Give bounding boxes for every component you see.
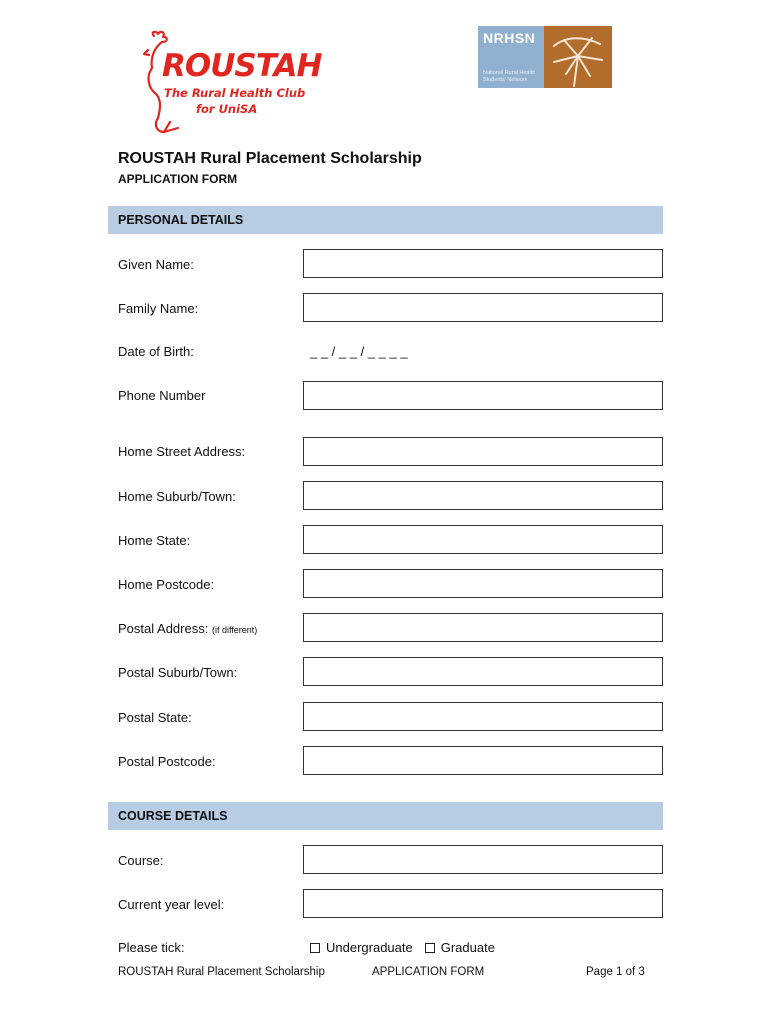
- home-postcode-field[interactable]: [303, 569, 663, 598]
- course-field[interactable]: [303, 845, 663, 874]
- roustah-wordmark: ROUSTAH: [162, 48, 322, 84]
- year-level-label: Current year level:: [118, 897, 225, 912]
- phone-field[interactable]: [303, 381, 663, 410]
- postal-state-field[interactable]: [303, 702, 663, 731]
- home-street-field[interactable]: [303, 437, 663, 466]
- phone-label: Phone Number: [118, 388, 206, 403]
- dob-label: Date of Birth:: [118, 344, 194, 359]
- document-subtitle: APPLICATION FORM: [118, 172, 238, 186]
- graduate-label: Graduate: [440, 940, 495, 955]
- postal-address-note: (if different): [211, 625, 258, 635]
- footer-left: ROUSTAH Rural Placement Scholarship: [118, 966, 325, 978]
- postal-postcode-label: Postal Postcode:: [118, 754, 216, 769]
- nrhsn-logo: [478, 26, 612, 88]
- postal-address-label: Postal Address: (if different): [118, 621, 258, 636]
- roustah-tagline: The Rural Health Club: [164, 86, 306, 100]
- postal-suburb-field[interactable]: [303, 657, 663, 686]
- given-name-label: Given Name:: [118, 257, 194, 272]
- home-suburb-field[interactable]: [303, 481, 663, 510]
- home-postcode-label: Home Postcode:: [118, 577, 215, 592]
- home-street-label: Home Street Address:: [118, 444, 246, 459]
- please-tick-label: Please tick:: [118, 940, 185, 955]
- home-state-field[interactable]: [303, 525, 663, 554]
- course-label: Course:: [118, 853, 164, 868]
- undergraduate-checkbox[interactable]: [310, 943, 320, 953]
- family-name-field[interactable]: [303, 293, 663, 322]
- degree-type-options: [310, 940, 495, 955]
- undergraduate-label: Undergraduate: [326, 940, 413, 955]
- postal-state-label: Postal State:: [118, 710, 192, 725]
- section-title: COURSE DETAILS: [118, 809, 228, 823]
- footer-page-number: Page 1 of 3: [586, 966, 645, 978]
- rooster-icon: [140, 28, 310, 140]
- section-title: PERSONAL DETAILS: [118, 213, 244, 227]
- footer-center: APPLICATION FORM: [372, 966, 485, 978]
- section-course-details: [108, 802, 663, 830]
- roustah-logo: [140, 28, 322, 140]
- roustah-tagline-2: for UniSA: [196, 102, 258, 116]
- family-name-label: Family Name:: [118, 301, 199, 316]
- year-level-field[interactable]: [303, 889, 663, 918]
- document-title: ROUSTAH Rural Placement Scholarship: [118, 150, 422, 167]
- home-state-label: Home State:: [118, 533, 191, 548]
- home-suburb-label: Home Suburb/Town:: [118, 489, 236, 504]
- windmill-icon: [544, 26, 612, 88]
- dob-field[interactable]: _ _ / _ _ / _ _ _ _: [310, 344, 408, 359]
- graduate-checkbox[interactable]: [425, 943, 435, 953]
- postal-address-field[interactable]: [303, 613, 663, 642]
- section-personal-details: [108, 206, 663, 234]
- nrhsn-wordmark: NRHSN: [483, 30, 536, 46]
- nrhsn-fullname: National Rural Health Students' Network: [483, 70, 536, 83]
- given-name-field[interactable]: [303, 249, 663, 278]
- postal-suburb-label: Postal Suburb/Town:: [118, 665, 238, 680]
- postal-postcode-field[interactable]: [303, 746, 663, 775]
